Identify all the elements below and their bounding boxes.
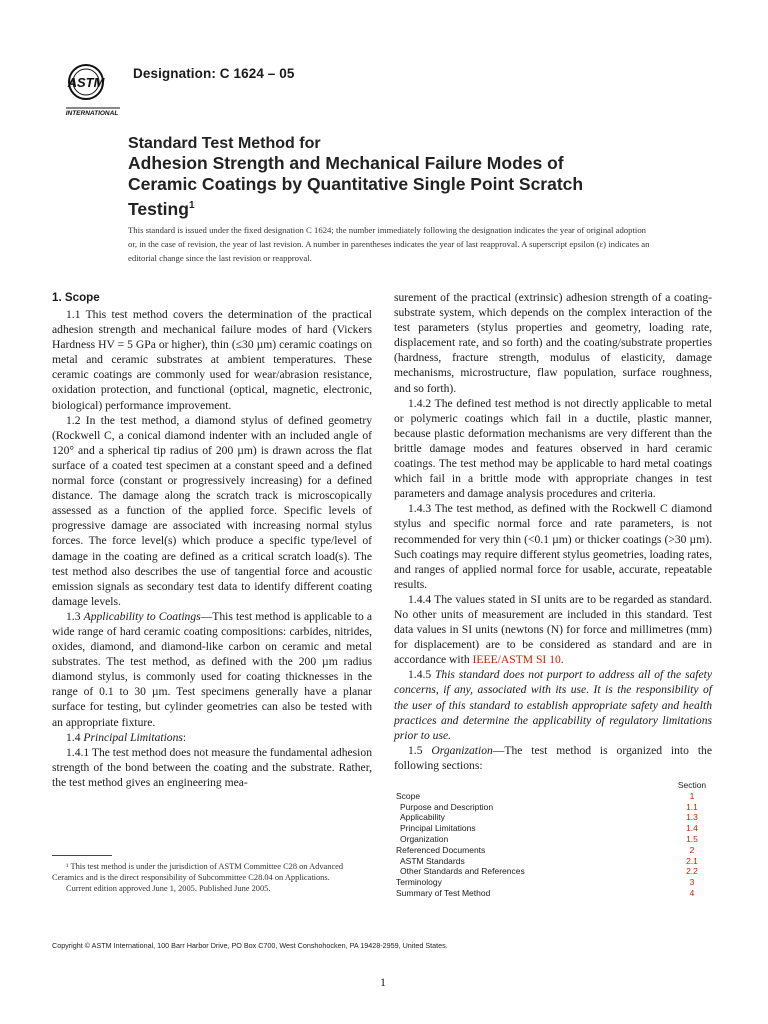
sections-table-header [396,780,712,791]
document-title [128,134,648,220]
paragraph-1-4: 1.4 Principal Limitations: [66,730,187,744]
footnote [52,861,372,894]
paragraph-1-4-3: 1.4.3 The test method, as defined with the Rockwell C diamond stylus and specific normal force and rate parameters, is not recommended for very thin (<0.1 µm) or thicker coatings (>30 µm). Such coatings may require different stylus geometries, loading rates, and ranges of applied normal force for usable, accurate, repeatable results. [394,502,712,591]
section-entry-number-link[interactable]: 1.5 [686,833,698,844]
sections-table [396,780,712,899]
astm-logo [62,60,122,116]
title-line-1: Standard Test Method for [128,135,321,152]
section-entry-label: Principal Limitations [400,823,476,834]
footnote-2: Current edition approved June 1, 2005. Published June 2005. [66,884,271,893]
section-entry-number-link[interactable]: 1.1 [686,801,698,812]
designation: Designation: C 1624 – 05 [133,66,295,81]
sections-header-label: Section [677,780,707,790]
sections-table-row [396,812,712,823]
paragraph-1-3: 1.3 Applicability to Coatings—This test method is applicable to a wide range of hard ceramic coating compositions: carbides, nitrides, oxides, diamond, and diamond-like carbon on ceramic and metal substrates. The test method, as defined with the 200 µm radius diamond stylus, is commonly used for coating thicknesses in the range of 0.1 to 30 µm. Test specimens generally have a planar surface for testing, but cylinder geometries can also be tested with an appropriate fixture. [52,609,373,729]
section-entry-number-link[interactable]: 2.2 [686,866,698,877]
section-entry-label: ASTM Standards [400,855,465,866]
sections-table-row [396,834,712,845]
footnote-1: ¹ This test method is under the jurisdiction of ASTM Committee C28 on Advanced Ceramics and is the direct responsibility of Subcommittee C28.04 on Applications. [52,862,344,882]
right-column [394,290,712,773]
title-footnote-mark[interactable]: 1 [188,200,195,211]
section-entry-label: Applicability [400,812,445,823]
paragraph-1-5: 1.5 Organization—The test method is organized into the following sections: [394,743,712,772]
section-entry-number-link[interactable]: 2 [689,844,695,855]
title-line-4: Testing$^1$ [128,198,195,219]
ieee-astm-si10-link[interactable]: IEEE/ASTM SI 10 [472,653,561,667]
copyright-line: Copyright © ASTM International, 100 Barr Harbor Drive, PO Box C700, West Conshohocken, PA 19428-2959, United States. [52,941,448,950]
sections-table-row [396,888,712,899]
section-entry-number-link[interactable]: 1.4 [686,823,698,834]
sections-table-row [396,845,712,856]
sections-table-row [396,856,712,867]
title-line-3: Ceramic Coatings by Quantitative Single Point Scratch [128,174,584,194]
section-entry-label: Terminology [396,877,442,888]
sections-table-rows [396,791,712,899]
sections-table-row [396,823,712,834]
svg-text:INTERNATIONAL: INTERNATIONAL [65,110,119,116]
title-line-2: Adhesion Strength and Mechanical Failure Modes of [128,153,564,173]
section-heading-scope: 1. Scope [52,291,100,304]
section-entry-label: Purpose and Description [400,801,494,812]
issue-note: This standard is issued under the fixed designation C 1624; the number immediately following the designation indicates the year of original adoption or, in the case of revision, the year of last revision. A number in parentheses indicates the year of last reapproval. A superscript epsilon (ε) indicates an editorial change since the last revision or reapproval. [128,225,650,263]
paragraph-1-1: 1.1 This test method covers the determination of the practical adhesion strength and mechanical failure modes of hard (Vickers Hardness HV = 5 GPa or higher), thin (≤30 µm) ceramic coatings on metal and ceramic substrates at ambient temperatures. These ceramic coatings are commonly used for wear/abrasion resistance, oxidation protection, and functional (optical, magnetic, electronic, biological) performance improvement. [52,308,372,412]
section-entry-label: Other Standards and References [400,866,525,877]
section-entry-number-link[interactable]: 3 [689,877,695,888]
section-entry-label: Organization [400,833,449,844]
paragraph-1-4-4: 1.4.4 The values stated in SI units are to be regarded as standard. No other units of measurement are included in this standard. Test data values in SI units (newtons (N) for force and millimetres (mm) for displacement) are to be considered as standard and are in accordance with IEEE/ASTM SI 10. [394,592,712,667]
paragraph-1-4-1: 1.4.1 The test method does not measure the fundamental adhesion strength of the bond between the coating and the substrate. Rather, the test method gives an engineering mea- [52,745,372,789]
section-entry-number-link[interactable]: 1.3 [686,812,698,823]
page-number: 1 [380,975,386,989]
paragraph-1-2: 1.2 In the test method, a diamond stylus of defined geometry (Rockwell C, a conical diamond indenter with an included angle of 120° and a spherical tip radius of 200 µm) is drawn across the flat surface of a coated test specimen at a constant speed and a defined normal force (constant or progressively increasing) for a defined distance. The damage along the scratch track is microscopically assessed as a function of the applied force. Specific levels of progressive damage are associated with increasing normal stylus forces. The force level(s) which produce a specific type/level of damage in the coating are defined as a critical scratch load(s). The test method also describes the use of tangential force and acoustic emission signals as secondary test data to identify different coating damage levels. [52,413,372,608]
sections-table-row [396,866,712,877]
paragraph-1-4-5: 1.4.5 This standard does not purport to address all of the safety concerns, if any, associated with its use. It is the responsibility of the user of this standard to establish appropriate safety and health practices and determine the applicability of regulatory limitations prior to use. [394,668,712,742]
section-entry-number-link[interactable]: 1 [689,790,695,801]
paragraph-1-4-1-continued: surement of the practical (extrinsic) adhesion strength of a coating-substrate system, which depends on the complex interaction of the test parameters (stylus properties and geometry, loading rate, displacement rate, and so forth) and the coating/substrate properties (hardness, fracture strength, modulus of elasticity, damage mechanisms, microstructure, flaw population, surface roughness, and so forth). [394,291,712,395]
sections-table-row [396,802,712,813]
sections-table-row [396,877,712,888]
svg-text:ASTM: ASTM [67,75,105,90]
sections-table-row [396,791,712,802]
paragraph-1-4-2: 1.4.2 The defined test method is not directly applicable to metal or polymeric coatings which fail in a ductile, plastic manner, because plastic deformation mechanisms are very different than the brittle damage modes and features observed in hard ceramic coatings. The test method may be applicable to hard metal coatings which fail in a brittle mode with appropriate changes in test parameters and damage analysis procedures and criteria. [394,396,712,501]
left-column [52,290,372,790]
section-entry-number-link[interactable]: 4 [689,887,695,898]
section-entry-label: Scope [396,790,421,801]
footnote-rule [52,855,112,856]
section-entry-number-link[interactable]: 2.1 [686,855,698,866]
section-entry-label: Summary of Test Method [396,887,491,898]
astm-logo-icon [62,60,122,116]
section-entry-label: Referenced Documents [396,844,486,855]
